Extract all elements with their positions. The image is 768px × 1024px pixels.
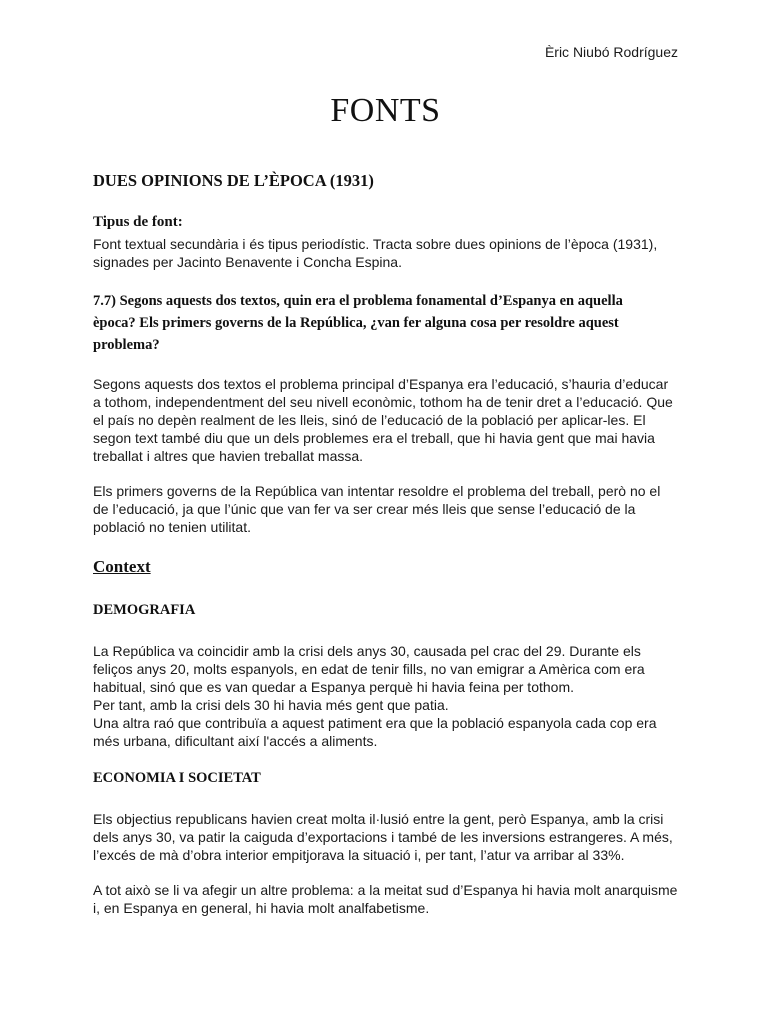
author-name: Èric Niubó Rodríguez bbox=[544, 44, 678, 60]
answer-paragraph-1: Segons aquests dos textos el problema principal d’Espanya era l’educació, s’hauria d’educar a tothom, independentment del seu nivell econòmic, tothom ha de tenir dret a l’educació. Que el país no depèn realment de les lleis, sinó de l’educació de la població per aplicar-les. El segon text també diu que un dels problemes era el treball, que hi havia gent que mai havia treballat i altres que havien treballat massa. bbox=[93, 376, 673, 464]
demografia-heading: DEMOGRAFIA bbox=[93, 602, 196, 618]
answer-paragraph-2: Els primers governs de la República van intentar resoldre el problema del treball, però no el de l’educació, ja que l’únic que van fer va ser crear més lleis que sense l’educació de la població no tenien utilitat. bbox=[93, 483, 661, 535]
economia-paragraph-1: Els objectius republicans havien creat molta il·lusió entre la gent, però Espanya, amb la crisi dels anys 30, va patir la caiguda d’exportacions i també de les inversions estrangeres. A més, l’excés de mà d’obra interior empitjorava la situació i, per tant, l’atur va arribar al 33%. bbox=[93, 811, 673, 863]
page-title: FONTS bbox=[330, 92, 441, 129]
economia-heading: ECONOMIA I SOCIETAT bbox=[93, 770, 261, 786]
demografia-line: Per tant, amb la crisi dels 30 hi havia més gent que patia. bbox=[93, 697, 449, 713]
question-text: 7.7) Segons aquests dos textos, quin era el problema fonamental d’Espanya en aquella època? Els primers governs de la República, ¿van fer alguna cosa per resoldre aquest problema? bbox=[93, 293, 623, 353]
source-type-text: Font textual secundària i és tipus periodístic. Tracta sobre dues opinions de l’època (1931), signades per Jacinto Benavente i Concha Espina. bbox=[93, 236, 658, 270]
economia-paragraph-2: A tot això se li va afegir un altre problema: a la meitat sud d’Espanya hi havia molt anarquisme i, en Espanya en general, hi havia molt analfabetisme. bbox=[93, 882, 678, 916]
demografia-line: Una altra raó que contribuïa a aquest patiment era que la població espanyola cada cop era més urbana, dificultant així l'accés a aliments. bbox=[93, 715, 657, 749]
demografia-line: La República va coincidir amb la crisi dels anys 30, causada pel crac del 29. Durante els feliços anys 20, molts espanyols, en edat de tenir fills, no van emigrar a Amèrica com era habitual, sinó que es van quedar a Espanya perquè hi havia feina per tothom. bbox=[93, 643, 645, 695]
demografia-paragraph bbox=[93, 642, 678, 750]
section-heading: DUES OPINIONS DE L’ÈPOCA (1931) bbox=[93, 171, 374, 190]
context-heading: Context bbox=[93, 557, 151, 576]
source-type-heading: Tipus de font: bbox=[93, 214, 183, 230]
